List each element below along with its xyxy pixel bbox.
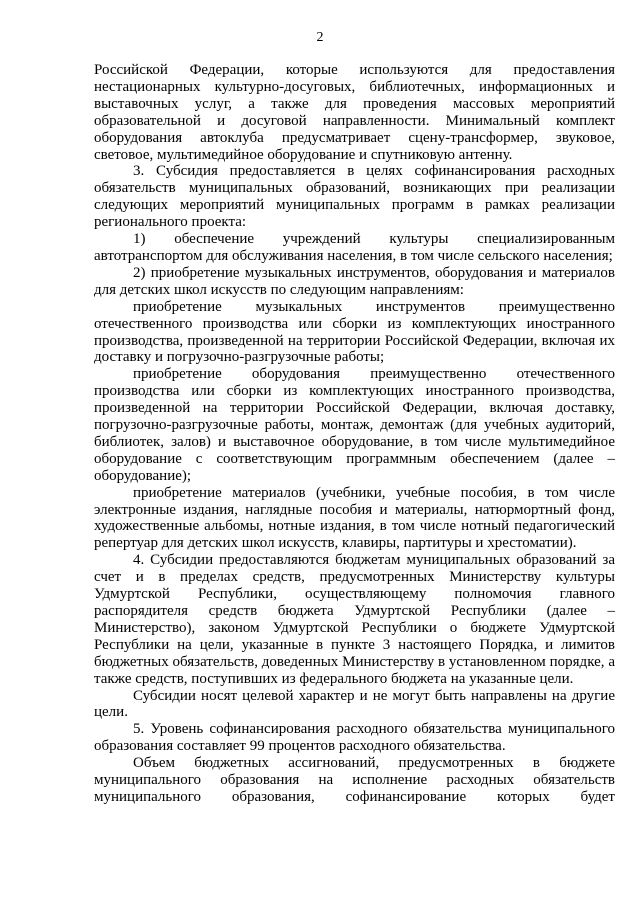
paragraph-equipment-description: Российской Федерации, которые используются для предоставления нестационарных культурно-досуговых, библиотечных, информационных и выставочных услуг, а также для проведения массовых мероприятий образовательной и досуговой направленности. Минимальный комплект оборудования автоклуба предусматривает сцену-трансформер, звуковое, световое, мультимедийное оборудование и спутниковую антенну. [94,62,615,163]
paragraph-budget-volume: Объем бюджетных ассигнований, предусмотренных в бюджете муниципального образования на исполнение расходных обязательств муниципального образования, софинансирование которых будет [94,755,615,805]
paragraph-item-3: 3. Субсидия предоставляется в целях софинансирования расходных обязательств муниципальных образований, возникающих при реализации следующих мероприятий муниципальных программ в рамках реализации регионального проекта: [94,163,615,231]
paragraph-instruments: приобретение музыкальных инструментов преимущественно отечественного производства или сборки из комплектующих иностранного производства, произведенной на территории Российской Федерации, включая их доставку и погрузочно-разгрузочные работы; [94,298,615,366]
paragraph-materials: приобретение материалов (учебники, учебные пособия, в том числе электронные издания, наглядные пособия и материалы, натюрмортный фонд, художественные альбомы, нотные издания, в том числе нотный педагогический репертуар для детских школ искусств, клавиры, партитуры и хрестоматии). [94,484,615,552]
document-body [94,62,615,806]
page-number: 2 [316,30,324,45]
paragraph-item-5: 5. Уровень софинансирования расходного обязательства муниципального образования составляет 99 процентов расходного обязательства. [94,721,615,755]
paragraph-target-purpose: Субсидии носят целевой характер и не могут быть направлены на другие цели. [94,687,615,721]
paragraph-subitem-2: 2) приобретение музыкальных инструментов, оборудования и материалов для детских школ искусств по следующим направлениям: [94,264,615,298]
paragraph-item-4: 4. Субсидии предоставляются бюджетам муниципальных образований за счет и в пределах средств, предусмотренных Министерству культуры Удмуртской Республики, осуществляющему полномочия главного распорядителя средств бюджета Удмуртской Республики (далее – Министерство), законом Удмуртской Республики о бюджете Удмуртской Республики на цели, указанные в пункте 3 настоящего Порядка, и лимитов бюджетных обязательств, доведенных Министерству в установленном порядке, а также средств, поступивших из федерального бюджета на указанные цели. [94,552,615,687]
paragraph-subitem-1: 1) обеспечение учреждений культуры специализированным автотранспортом для обслуживания населения, в том числе сельского населения; [94,231,615,264]
paragraph-equipment: приобретение оборудования преимущественно отечественного производства или сборки из комплектующих иностранного производства, произведенной на территории Российской Федерации, включая доставку, погрузочно-разгрузочные работы, монтаж, демонтаж (для учебных аудиторий, библиотек, залов) и выставочное оборудование, в том числе мультимедийное оборудование с соответствующим программным обеспечением (далее – оборудование); [94,366,615,484]
